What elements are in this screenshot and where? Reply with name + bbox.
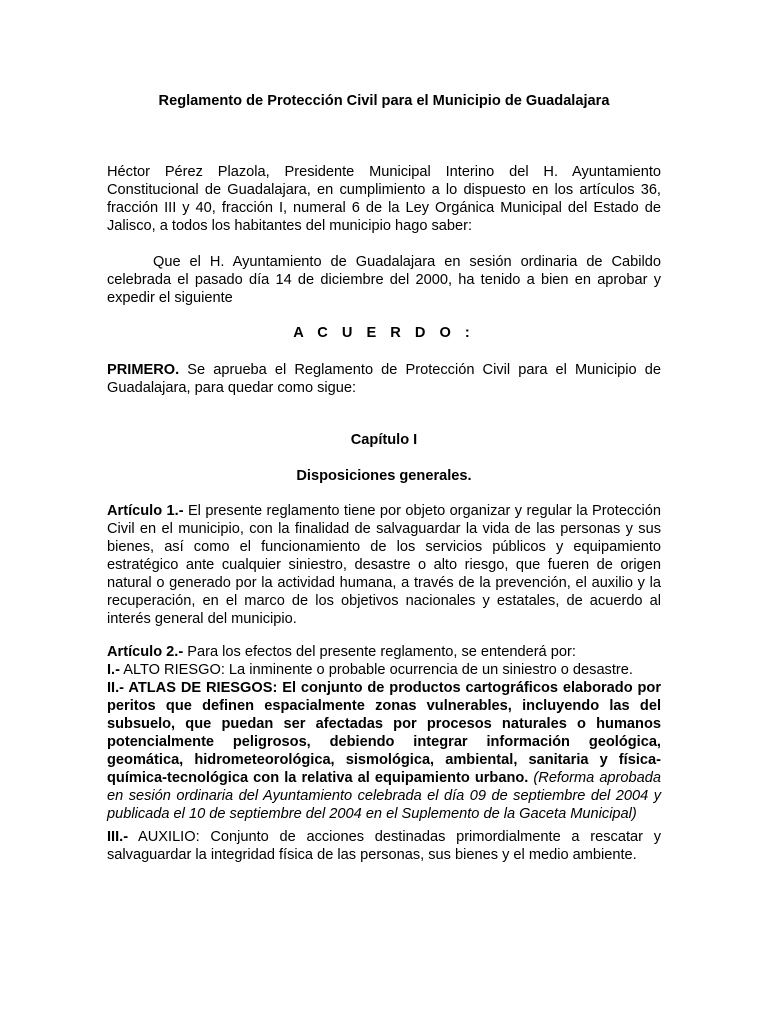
que-paragraph: Que el H. Ayuntamiento de Guadalajara en sesión ordinaria de Cabildo celebrada el pasado día 14 de diciembre del 2000, ha tenido a bien en aprobar y expedir el siguiente	[107, 254, 661, 306]
definition-item-3	[107, 828, 661, 864]
article-2-label: Artículo 2.-	[107, 644, 184, 660]
chapter-title: Disposiciones generales.	[296, 468, 472, 484]
definition-item-1	[107, 661, 661, 679]
item-2-label: II.-	[107, 680, 125, 696]
item-1-label: I.-	[107, 662, 120, 678]
item-1-text: ALTO RIESGO: La inminente o probable ocurrencia de un siniestro o desastre.	[119, 662, 633, 678]
acuerdo-heading: A C U E R D O :	[293, 325, 475, 341]
article-2-text: Para los efectos del presente reglamento, se entenderá por:	[183, 644, 576, 660]
article-2-intro	[107, 643, 661, 661]
article-1	[107, 502, 661, 628]
chapter-heading: Capítulo I	[350, 432, 418, 448]
article-1-label: Artículo 1.-	[107, 503, 184, 519]
definition-item-2	[107, 679, 661, 823]
document-title: Reglamento de Protección Civil para el Municipio de Guadalajara	[158, 93, 610, 109]
item-3-text: AUXILIO: Conjunto de acciones destinadas primordialmente a rescatar y salvaguardar la integridad física de las personas, sus bienes y el medio ambiente.	[107, 829, 661, 863]
item-2-text: ATLAS DE RIESGOS: El conjunto de productos cartográficos elaborado por peritos que definen espacialmente zonas vulnerables, incluyendo las del subsuelo, que puedan ser afectadas por procesos naturales o humanos potencialmente peligrosos, debiendo integrar información geológica, geomática, hidrometeorológica, sismológica, ambiental, sanitaria y física-química-tecnológica con la relativa al equipamiento urbano.	[107, 680, 661, 786]
primero-text: Se aprueba el Reglamento de Protección Civil para el Municipio de Guadalajara, para quedar como sigue:	[107, 362, 661, 396]
primero-paragraph	[107, 361, 661, 397]
intro-paragraph: Héctor Pérez Plazola, Presidente Municipal Interino del H. Ayuntamiento Constitucional de Guadalajara, en cumplimiento a lo dispuesto en los artículos 36, fracción III y 40, fracción I, numeral 6 de la Ley Orgánica Municipal del Estado de Jalisco, a todos los habitantes del municipio hago saber:	[107, 164, 661, 234]
article-1-text: El presente reglamento tiene por objeto organizar y regular la Protección Civil en el municipio, con la finalidad de salvaguardar la vida de las personas y sus bienes, así como el funcionamiento de los servicios públicos y equipamiento estratégico ante cualquier siniestro, desastre o alto riesgo, que fueren de origen natural o generado por la actividad humana, a través de la prevención, el auxilio y la recuperación, en el marco de los objetivos nacionales y estatales, de acuerdo al interés general del municipio.	[107, 503, 661, 627]
primero-label: PRIMERO.	[107, 362, 180, 378]
article-2	[107, 643, 661, 864]
item-3-label: III.-	[107, 829, 129, 845]
item-2-reform-note: (Reforma aprobada en sesión ordinaria del Ayuntamiento celebrada el día 09 de septiembre del 2004 y publicada el 10 de septiembre del 2004 en el Suplemento de la Gaceta Municipal)	[107, 770, 661, 822]
